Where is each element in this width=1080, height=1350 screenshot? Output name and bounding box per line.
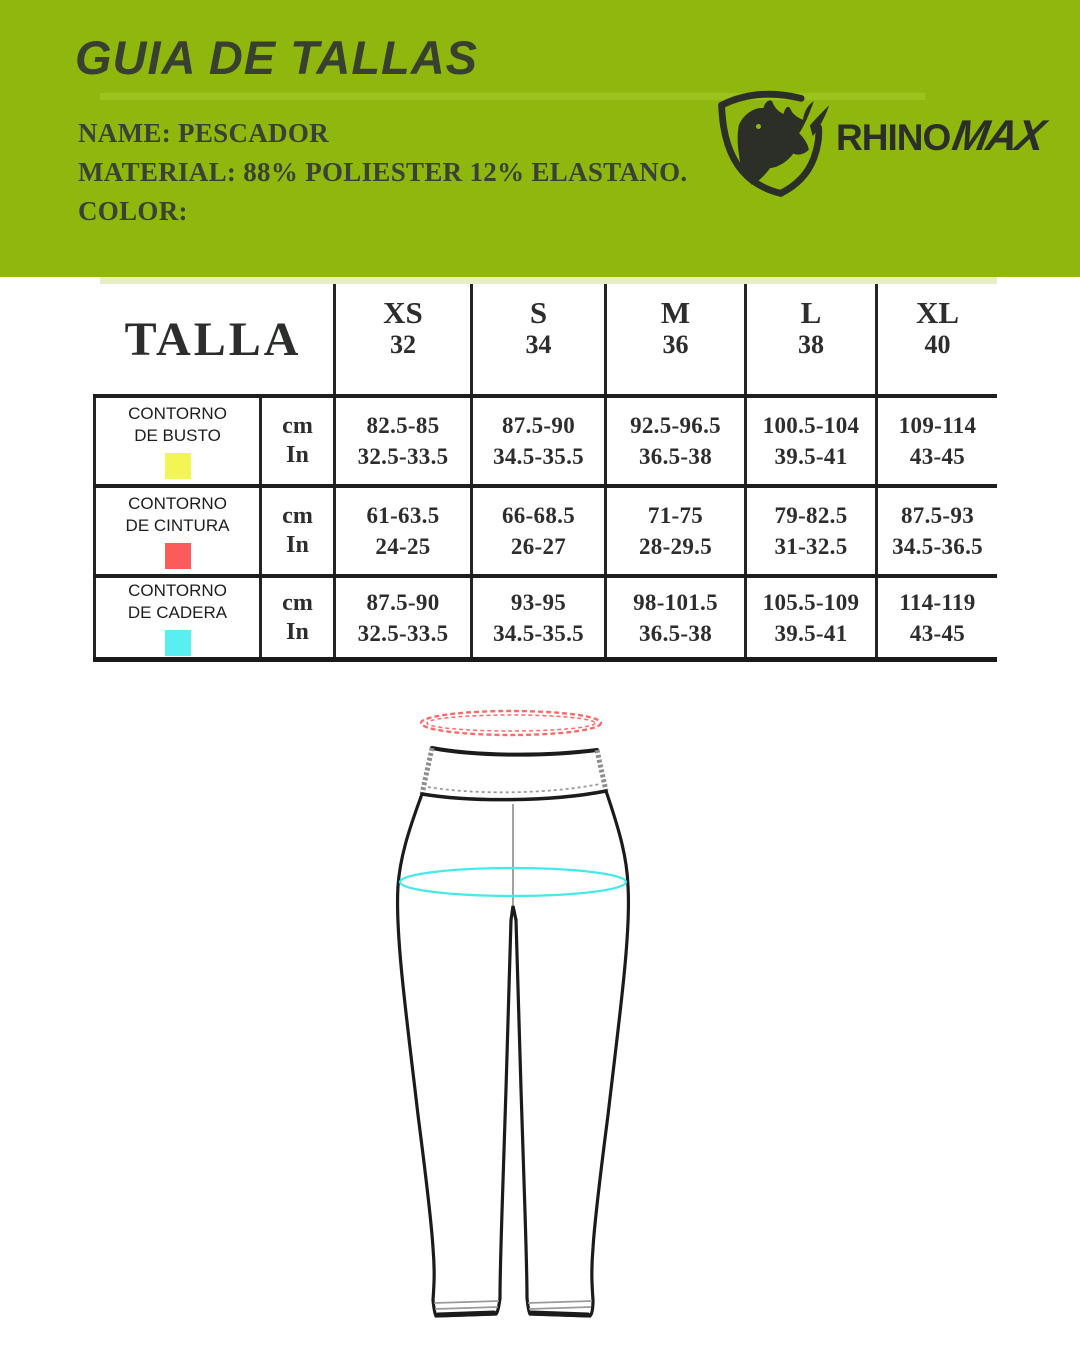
busto-s-cell: 87.5-90 34.5-35.5 (470, 398, 604, 484)
waistband-top-edge (432, 748, 597, 755)
busto-color-swatch (165, 453, 191, 479)
rhino-head-silhouette (738, 100, 814, 184)
size-header-xl: XL 40 (875, 284, 997, 394)
brand-logo (710, 80, 1050, 210)
table-row-busto (93, 398, 997, 488)
product-color-line: COLOR: (78, 196, 188, 226)
size-header-xs: XS 32 (333, 284, 470, 394)
cintura-m-cell: 71-75 28-29.5 (604, 488, 744, 574)
talla-label: TALLA (124, 312, 302, 366)
row-label-busto: CONTORNO DE BUSTO (93, 398, 259, 484)
table-row-cadera (93, 578, 997, 662)
talla-corner-cell (93, 284, 333, 394)
cintura-xl-cell: 87.5-93 34.5-36.5 (875, 488, 997, 574)
cadera-l-cell: 105.5-109 39.5-41 (744, 578, 875, 657)
right-outer-leg (592, 791, 629, 1300)
unit-cell: cm In (259, 398, 333, 484)
cadera-s-cell: 93-95 34.5-35.5 (470, 578, 604, 657)
left-cuff (433, 1298, 500, 1316)
size-table (93, 284, 997, 662)
cadera-color-swatch (165, 630, 191, 656)
left-outer-leg (398, 794, 435, 1300)
product-material-line: MATERIAL: 88% POLIESTER 12% ELASTANO. (78, 157, 688, 187)
rhino-shield-icon (710, 80, 836, 204)
cadera-xl-cell: 114-119 43-45 (875, 578, 997, 657)
table-row-cintura (93, 488, 997, 578)
band-bottom-strip-decoration (100, 277, 997, 284)
busto-m-cell: 92.5-96.5 36.5-38 (604, 398, 744, 484)
product-name-line: NAME: PESCADOR (78, 118, 329, 148)
pants-diagram (350, 690, 680, 1338)
size-header-l: L 38 (744, 284, 875, 394)
unit-cell: cm In (259, 578, 333, 657)
unit-cell: cm In (259, 488, 333, 574)
cintura-l-cell: 79-82.5 31-32.5 (744, 488, 875, 574)
brand-name-rhino: RHINO (836, 117, 951, 158)
right-cuff (527, 1298, 593, 1316)
cintura-color-swatch (165, 543, 191, 569)
crotch-seam (511, 906, 516, 920)
brand-name-max: MAX (949, 112, 1048, 160)
page-title: GUIA DE TALLAS (75, 31, 479, 84)
header-banner (0, 0, 1080, 277)
size-table-header-row (93, 284, 997, 398)
right-inner-leg (516, 920, 527, 1298)
cintura-s-cell: 66-68.5 26-27 (470, 488, 604, 574)
cintura-xs-cell: 61-63.5 24-25 (333, 488, 470, 574)
waist-measure-ellipse-inner (427, 715, 595, 731)
size-header-m: M 36 (604, 284, 744, 394)
product-info (78, 114, 687, 231)
brand-wordmark (836, 112, 1048, 161)
busto-xs-cell: 82.5-85 32.5-33.5 (333, 398, 470, 484)
left-inner-leg (500, 920, 511, 1298)
size-header-s: S 34 (470, 284, 604, 394)
busto-xl-cell: 109-114 43-45 (875, 398, 997, 484)
row-label-cadera: CONTORNO DE CADERA (93, 578, 259, 657)
cadera-xs-cell: 87.5-90 32.5-33.5 (333, 578, 470, 657)
busto-l-cell: 100.5-104 39.5-41 (744, 398, 875, 484)
cadera-m-cell: 98-101.5 36.5-38 (604, 578, 744, 657)
row-label-cintura: CONTORNO DE CINTURA (93, 488, 259, 574)
